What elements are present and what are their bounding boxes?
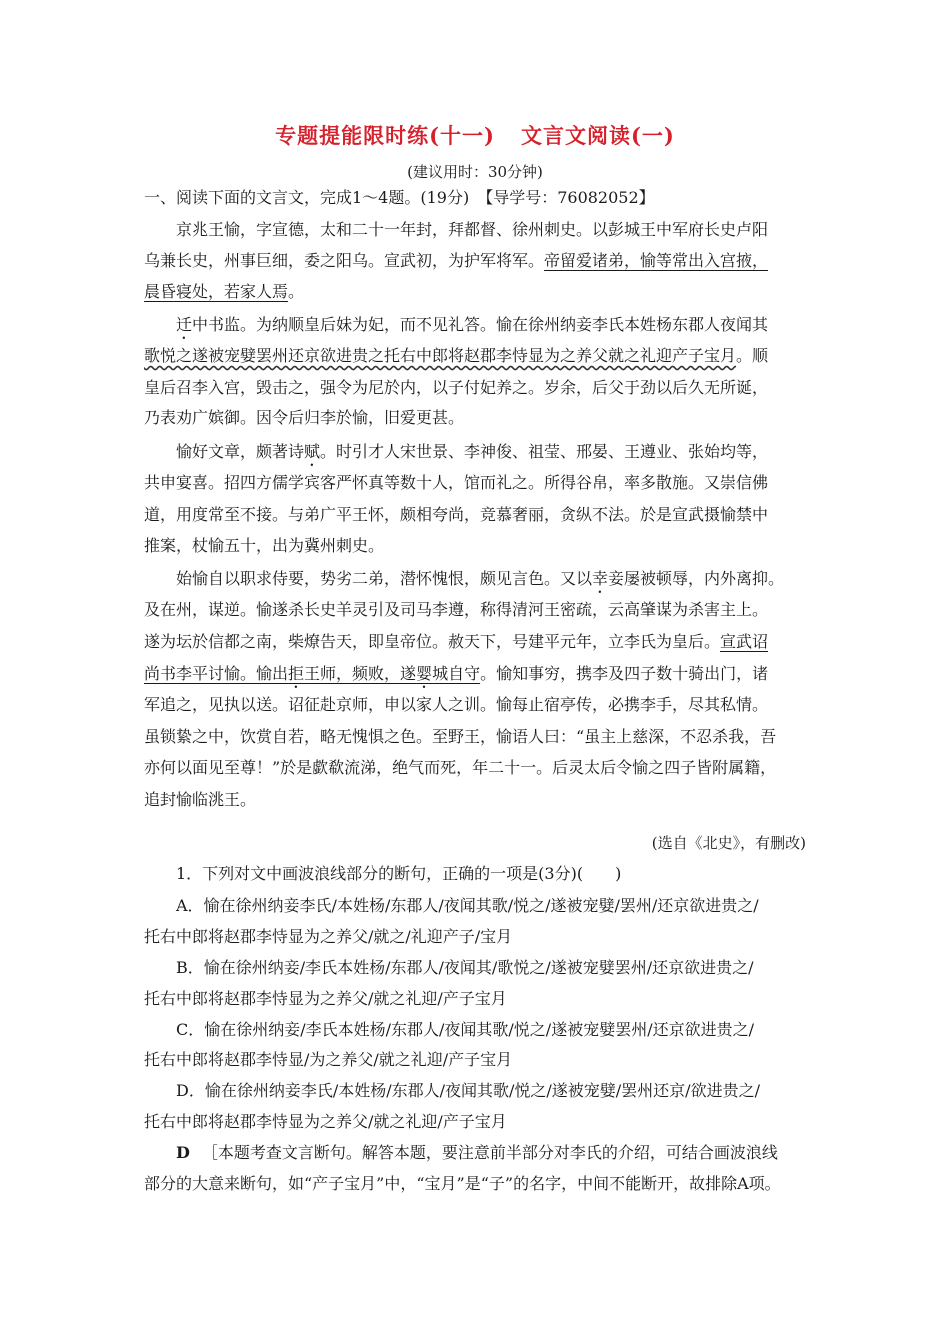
underlined-sentence: 帝留爱诸弟，愉等常出入宫掖， xyxy=(544,251,769,270)
passage-text: 乌兼长史，州事巨细，委之阳乌。宣武初，为护军将军。 xyxy=(144,251,545,270)
passage-line xyxy=(144,344,806,368)
passage-line xyxy=(176,313,806,337)
passage-line: 共申宴喜。招四方儒学宾客严怀真等数十人，馆而礼之。所得谷帛，率多散施。又崇信佛 xyxy=(144,473,769,492)
passage-text: 。愉知事穷，携李及四子数十骑出门，诸 xyxy=(480,664,769,683)
passage-text: 。时引才人宋世景、李神俊、祖莹、邢晏、王遵业、张始均等， xyxy=(320,442,769,461)
passage-line: 道，用度常至不接。与弟广平王怀，颇相夸尚，竞慕奢丽，贪纵不法。於是宣武摄愉禁中 xyxy=(144,505,769,524)
wavy-underlined-text: 歌悦之遂被宠嬖罢州还京欲进贵之托右中郎将赵郡李恃显为之养父就之礼迎产子宝月 xyxy=(144,346,737,365)
dotted-word: 赋 xyxy=(304,442,321,461)
suggested-time: (建议用时：30分钟) xyxy=(407,163,543,181)
answer-text: ［本题考查文言断句。解答本题，要注意前半部分对李氏的介绍，可结合画波浪线 xyxy=(201,1143,778,1162)
passage-text: 。顺 xyxy=(736,346,769,365)
passage-text: 始愉自以职求侍要，势劣二弟，潜怀愧恨，颇见言色。又以 xyxy=(176,569,593,588)
passage-line xyxy=(144,280,806,304)
source-citation: (选自《北史》，有删改) xyxy=(651,834,806,852)
passage-line xyxy=(144,249,806,273)
passage-text: 愉好文章，颇著诗 xyxy=(176,442,305,461)
passage-text: 妾屡被顿辱，内外离抑。 xyxy=(608,569,785,588)
option-d-cont: 托右中郎将赵郡李恃显为之养父/就之礼迎/产子宝月 xyxy=(144,1112,507,1131)
passage-text: 。 xyxy=(288,282,305,301)
passage-line: 及在州，谋逆。愉遂杀长史羊灵引及司马李遵，称得清河王密疏，云高肇谋为杀害主上。 xyxy=(144,600,769,619)
underlined-sentence: 。愉出 xyxy=(240,664,289,683)
passage-line xyxy=(176,567,806,591)
option-b: B．愉在徐州纳妾/李氏本姓杨/东郡人/夜闻其/歌悦之/遂被宠嬖罢州/还京欲进贵之/ xyxy=(176,958,754,977)
passage-line: 乃表劝广嫔御。因令后归李於愉，旧爱更甚。 xyxy=(144,408,465,427)
passage-line: 追封愉临洮王。 xyxy=(144,790,257,809)
answer-letter: D xyxy=(176,1143,190,1162)
underlined-sentence: 宣武诏 xyxy=(720,632,769,651)
option-c-cont: 托右中郎将赵郡李恃显/为之养父/就之礼迎/产子宝月 xyxy=(144,1050,513,1069)
underlined-sentence: 尚书李平讨愉 xyxy=(144,664,241,683)
underlined-sentence: 城自守 xyxy=(432,664,481,683)
answer-explanation xyxy=(176,1141,806,1165)
option-d: D．愉在徐州纳妾李氏/本姓杨/东郡人/夜闻其歌/悦之/遂被宠嬖/罢州还京/欲进贵之/ xyxy=(176,1081,760,1100)
dotted-word: 迁 xyxy=(176,315,193,334)
answer-explanation-cont: 部分的大意来断句，如“产子宝月”中，“宝月”是“子”的名字，中间不能断开，故排除A项。 xyxy=(144,1174,781,1193)
passage-line: 京兆王愉，字宣德，太和二十一年封，拜都督、徐州刺史。以彭城王中军府长史卢阳 xyxy=(176,220,769,239)
passage-line: 虽锁絷之中，饮赏自若，略无愧惧之色。至野王，愉语人曰：“虽主上慈深，不忍杀我，吾 xyxy=(144,727,777,746)
dotted-word: 幸 xyxy=(592,569,609,588)
question-stem: 1．下列对文中画波浪线部分的断句，正确的一项是(3分)( ) xyxy=(176,864,622,883)
title-part-1: 专题提能限时练(十一) xyxy=(275,123,495,148)
passage-line: 亦何以面见至尊！”於是歔欷流涕，绝气而死，年二十一。后灵太后令愉之四子皆附属籍， xyxy=(144,758,777,777)
passage-line: 皇后召李入宫，毁击之，强令为尼於内，以子付妃养之。岁余，后父于劲以后久无所诞， xyxy=(144,378,769,397)
passage-line xyxy=(144,662,806,686)
section-instruction: 一、阅读下面的文言文，完成1～4题。(19分) 【导学号：76082052】 xyxy=(144,188,655,207)
underlined-sentence: 晨昏寝处，若家人焉 xyxy=(144,282,289,301)
option-c: C．愉在徐州纳妾/李氏本姓杨/东郡人/夜闻其歌/悦之/遂被宠嬖罢州/还京欲进贵之/ xyxy=(176,1020,754,1039)
dotted-word: 拒 xyxy=(288,664,305,683)
page-title xyxy=(0,120,950,150)
option-a: A．愉在徐州纳妾李氏/本姓杨/东郡人/夜闻其歌/悦之/遂被宠嬖/罢州/还京欲进贵之/ xyxy=(176,896,759,915)
passage-text: 遂为坛於信都之南，柴燎告天，即皇帝位。赦天下，号建平元年，立李氏为皇后。 xyxy=(144,632,721,651)
passage-text: 中书监。为纳顺皇后妹为妃，而不见礼答。愉在徐州纳妾李氏本姓杨东郡人夜闻其 xyxy=(192,315,769,334)
option-a-cont: 托右中郎将赵郡李恃显为之养父/就之/礼迎产子/宝月 xyxy=(144,927,513,946)
passage-line: 军追之，见执以送。诏征赴京师，申以家人之训。愉每止宿亭传，必携李手，尽其私情。 xyxy=(144,695,769,714)
underlined-sentence: 王师，频败，遂 xyxy=(304,664,417,683)
dotted-word: 婴 xyxy=(416,664,433,683)
option-b-cont: 托右中郎将赵郡李恃显为之养父/就之礼迎/产子宝月 xyxy=(144,989,507,1008)
passage-line xyxy=(144,630,806,654)
passage-line xyxy=(176,440,806,464)
passage-line: 推案，杖愉五十，出为冀州刺史。 xyxy=(144,536,385,555)
title-part-2: 文言文阅读(一) xyxy=(521,123,675,148)
